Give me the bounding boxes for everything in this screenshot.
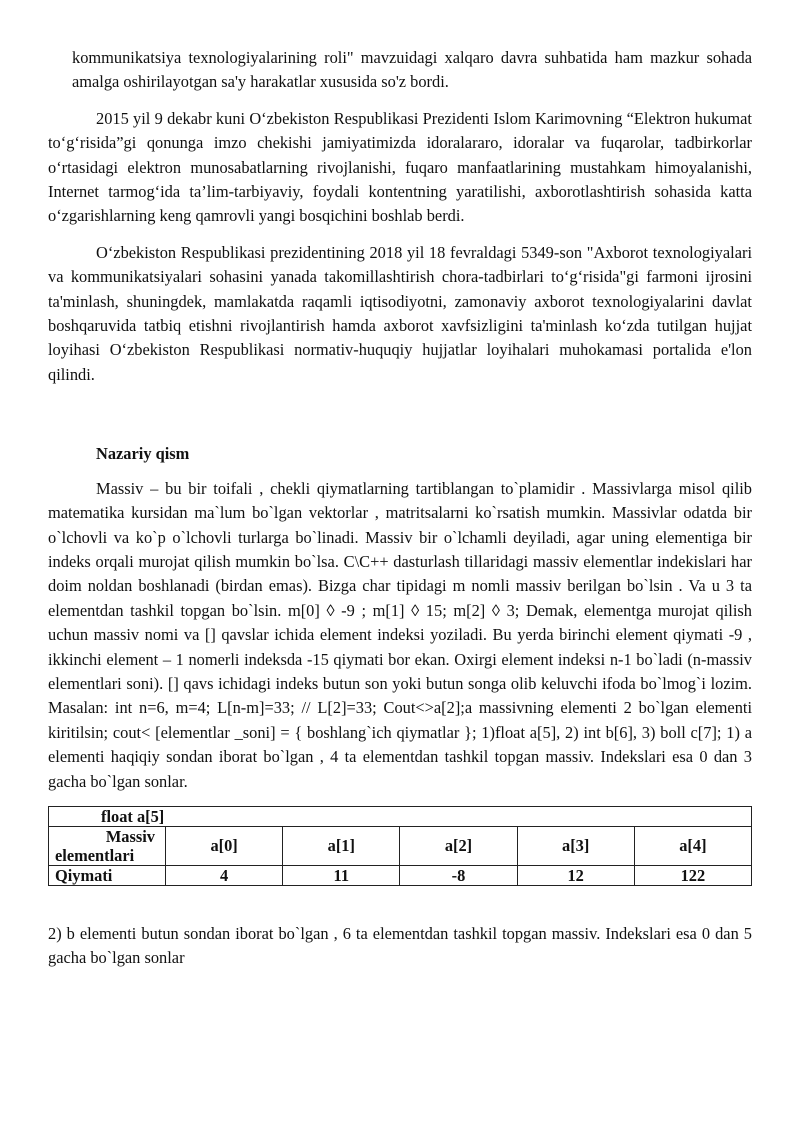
paragraph-presidential-decree: Oʻzbekiston Respublikasi prezidentining 2018 yil 18 fevraldagi 5349-son "Axborot texnologiyalari va kommunikatsiyalari sohasini yanada takomillashtirish chora-tadbirlari toʻgʻrisida"gi farmoni ijrosini ta'minlash, shuningdek, mamlakatda raqamli iqtisodiyotni, zamonaviy axborot texnologiyalarini davlat boshqaruvida tatbiq etishni rivojlantirish hamda axborot xavfsizligini ta'minlash koʻzda tutilgan hujjat loyihasi Oʻzbekiston Respublikasi normativ-huquqiy hujjatlar loyihalari muhokamasi portalida e'lon qilindi. [48,242,752,384]
table-cell: -8 [400,865,517,885]
paragraph-second-array: 2) b elementi butun sondan iborat bo`lgan , 6 ta elementdan tashkil topgan massiv. Indekslari esa 0 dan 5 gacha bo`lgan sonlar [48,923,752,968]
paragraph-electronic-government: 2015 yil 9 dekabr kuni Oʻzbekiston Respublikasi Prezidenti Islom Karimovning “Elektron hukumat toʻgʻrisida”gi qonunga imzo chekishi jamiyatimizda idoralararo, idoralar va fuqarolar, tadbirkorlar oʻrtasidagi elektron munosabatlarning rivojlanishi, fuqaro manfaatlarining mustahkam himoyalanishi, Internet tarmogʻida ta’lim-tarbiyaviy, foydali kontentning yaratilishi, axborotlashtirish sohasida katta oʻzgarishlarning keng qamrovli yangi bosqichini boshlab berdi. [48,108,752,226]
table-cell: 4 [166,865,283,885]
paragraph-array-theory: Massiv – bu bir toifali , chekli qiymatlarning tartiblangan to`plamidir . Massivlarga misol qilib matematika kursidan ma`lum bo`lgan vektorlar , matritsalarni ko`rsatish mumkin. Massivlar odatda bir o`lchovli va ko`p o`lchovli turlarga bo`linadi. Massiv bir o`lchamli deyiladi, agar uning elementiga bir indeks orqali murojat qilish mumkin bo`lsa. C\C++ dasturlash tillaridagi massiv elementlar indekislari har doim noldan boshlanadi (birdan emas). Bizga char tipidagi m nomli massiv berilgan bo`lsin . Va u 3 ta elementdan tashkil topgan bo`lsin. m[0] ◊ -9 ; m[1] ◊ 15; m[2] ◊ 3; Demak, elementga murojat qilish uchun massiv nomi va [] qavslar ichida element indeksi yoziladi. Bu yerda birinchi element qiymati -9 , ikkinchi element – 1 nomerli indeksda -15 qiymati bor ekan. Oxirgi element indeksi n-1 bo`ladi (n-massiv elementlari soni). [] qavs ichidagi indeks butun son yoki butun songa olib keluvchi ifoda bo`lmog`i lozim. Masalan: int n=6, m=4; L[n-m]=33; // L[2]=33; Cout<>a[2];a massivning elementi 2 bo`lgan elementi kiritilsin; cout< [elementlar _soni] = { boshlang`ich qiymatlar }; 1)float a[5], 2) int b[6], 3) boll c[7]; 1) a elementi haqiqiy sondan iborat bo`lgan , 4 ta elementdan tashkil topgan massiv. Indekslari esa 0 dan 3 gacha bo`lgan sonlar. [48,478,752,791]
table-header-cell: a[4] [634,826,751,865]
table-cell: 12 [517,865,634,885]
table-header-cell: a[0] [166,826,283,865]
paragraph-intro-continued: kommunikatsiya texnologiyalarining roli" mavzuidagi xalqaro davra suhbatida ham mazkur sohada amalga oshirilayotgan sa'y harakatlar xususida so'z bordi. [72,48,752,92]
row-header-elements-line2: elementlari [55,845,135,865]
section-heading: Nazariy qism [96,444,190,464]
table-cell: 11 [283,865,400,885]
document-page [48,46,752,971]
table-caption-row [49,806,752,826]
table-header-cell: a[3] [517,826,634,865]
array-table [48,806,752,886]
table-caption: float a[5] [49,806,752,826]
table-header-row [49,826,752,865]
row-header-values: Qiymati [49,865,166,885]
table-row [49,865,752,885]
table-header-cell: a[2] [400,826,517,865]
table-cell: 122 [634,865,751,885]
table-header-cell: a[1] [283,826,400,865]
row-header-elements [49,826,166,865]
row-header-elements-line1: Massiv [105,826,155,846]
